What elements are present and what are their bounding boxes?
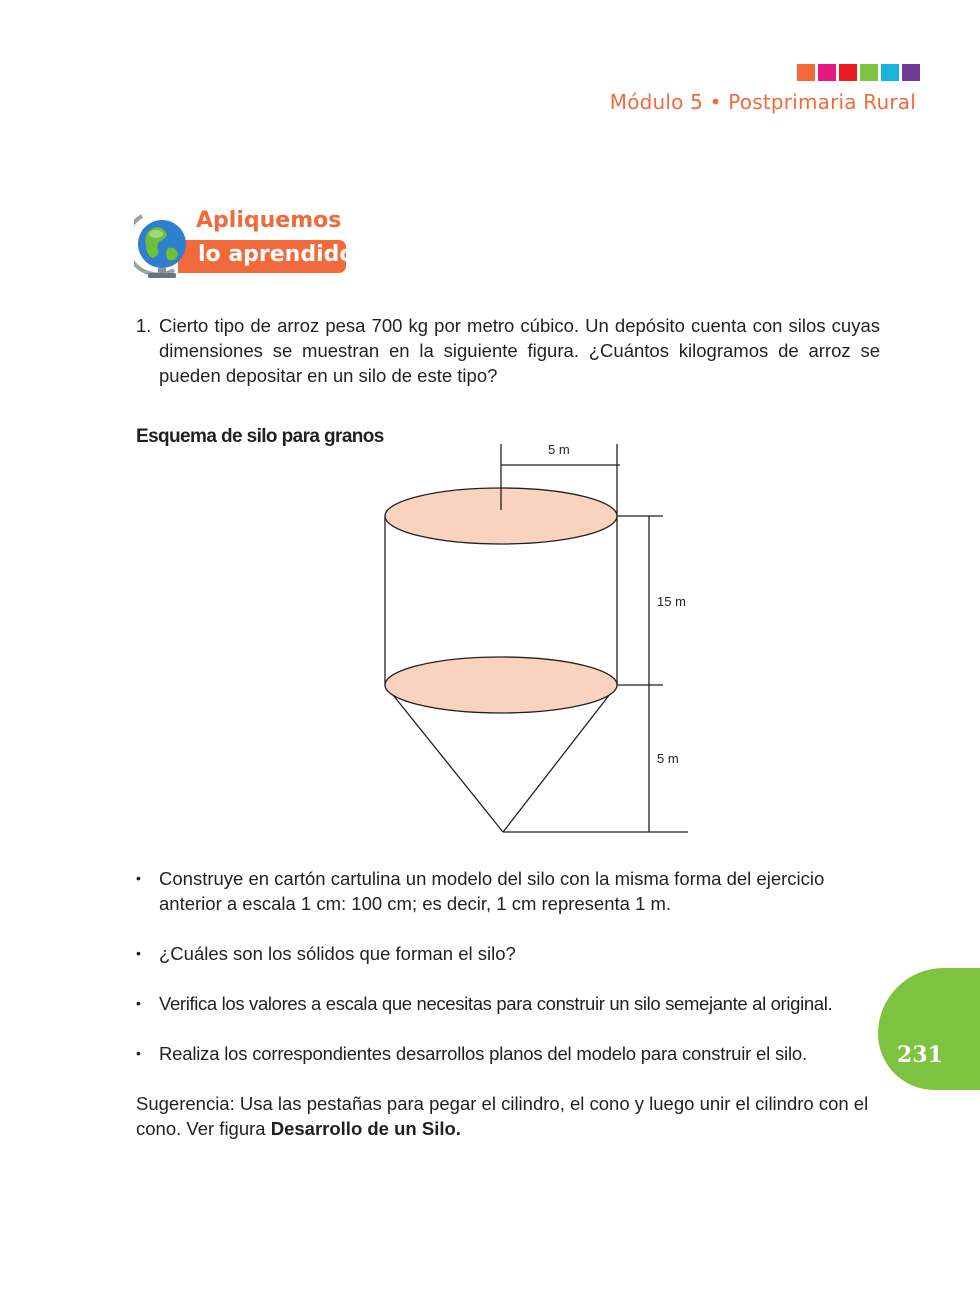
problem-1 — [136, 313, 880, 388]
cone-right-side — [503, 685, 617, 832]
page-tab — [878, 968, 980, 1090]
suggestion-figure-ref: Desarrollo de un Silo. — [270, 1118, 461, 1139]
color-square — [818, 64, 836, 81]
module-name: Módulo 5 — [609, 90, 704, 114]
cone-height-label: 5 m — [657, 751, 679, 766]
color-square — [860, 64, 878, 81]
section-subtitle: lo aprendido — [198, 242, 355, 267]
suggestion — [136, 1091, 880, 1141]
cone-left-side — [385, 685, 503, 832]
diagram-title: Esquema de silo para granos — [136, 426, 384, 447]
globe-icon — [134, 208, 194, 280]
list-item: • Verifica los valores a escala que necesitas para construir un silo semejante al original. — [136, 991, 880, 1016]
program-name: Postprimaria Rural — [728, 90, 916, 114]
problem-number: 1. — [136, 315, 152, 336]
cylinder-bottom-ellipse — [385, 657, 617, 713]
list-item: • Realiza los correspondientes desarrollos planos del modelo para construir el silo. — [136, 1041, 880, 1066]
header-separator: • — [703, 90, 729, 114]
page-number: 231 — [897, 1042, 943, 1068]
color-square — [902, 64, 920, 81]
list-item: • ¿Cuáles son los sólidos que forman el silo? — [136, 941, 880, 966]
radius-label: 5 m — [548, 442, 570, 457]
suggestion-text: Sugerencia: Usa las pestañas para pegar el cilindro, el cono y luego unir el cilindro con el cono. Ver figura — [136, 1093, 869, 1139]
module-header — [610, 90, 916, 114]
color-square — [797, 64, 815, 81]
header-color-squares — [797, 64, 920, 81]
activity-list — [136, 866, 880, 1091]
cylinder-top-ellipse — [385, 488, 617, 544]
section-title: Apliquemos — [196, 208, 342, 233]
color-square — [881, 64, 899, 81]
cylinder-height-label: 15 m — [657, 594, 686, 609]
list-item: • Construye en cartón cartulina un modelo del silo con la misma forma del ejercicio anterior a escala 1 cm: 100 cm; es decir, 1 cm representa 1 m. — [136, 866, 880, 916]
problem-text: Cierto tipo de arroz pesa 700 kg por metro cúbico. Un depósito cuenta con silos cuyas dimensiones se muestran en la siguiente figura. ¿Cuántos kilogramos de arroz se pueden depositar en un silo de este tipo? — [159, 315, 880, 386]
color-square — [839, 64, 857, 81]
